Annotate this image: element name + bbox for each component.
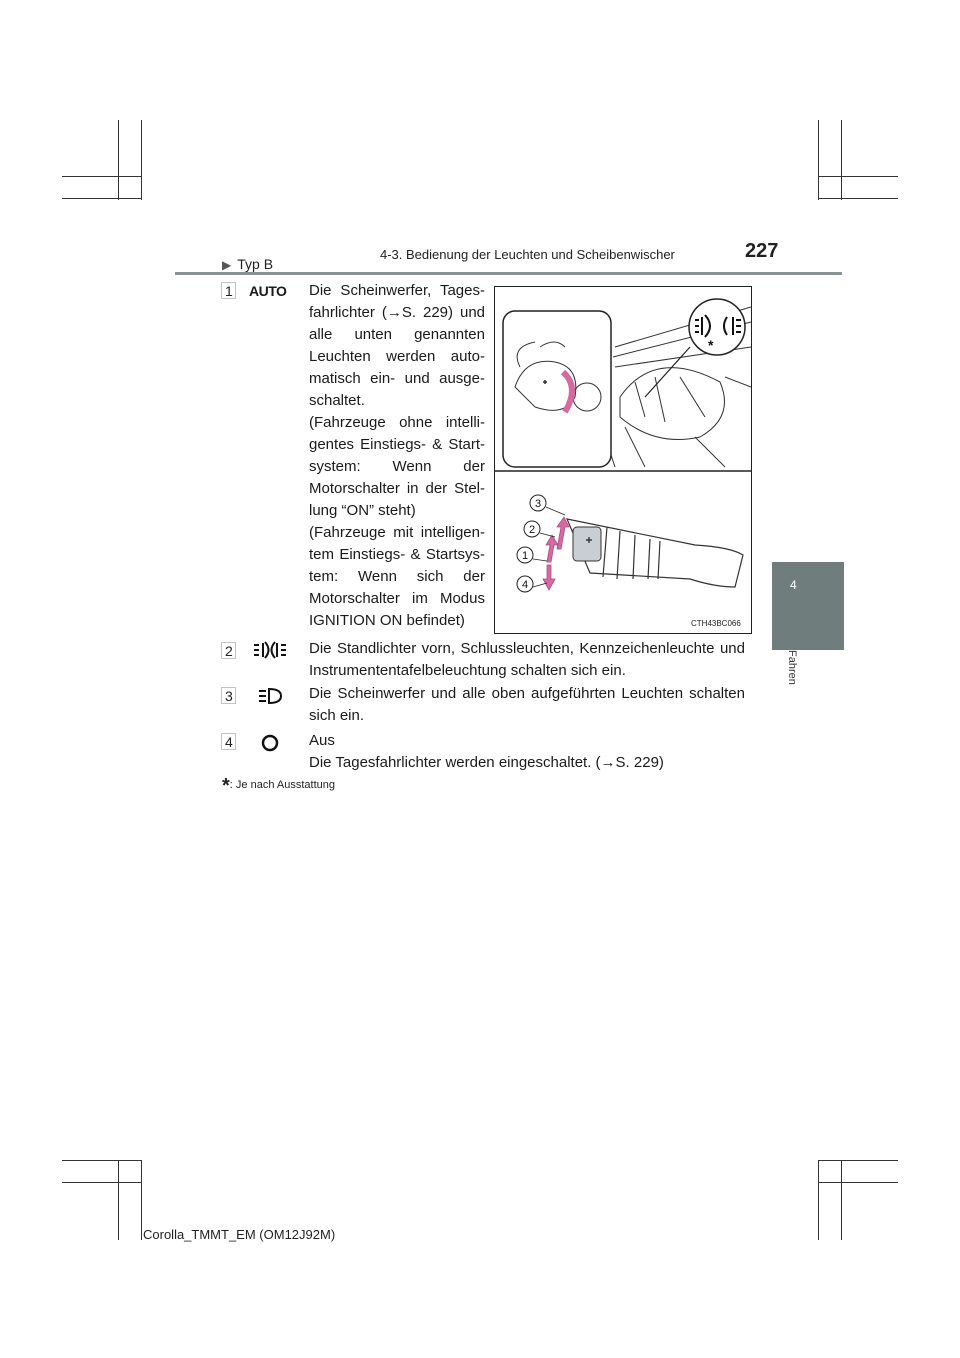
figure-callout-1: 1	[521, 550, 529, 562]
footnote	[222, 775, 335, 798]
item-4-line-1: Aus	[309, 732, 335, 749]
item-2-line-2: Instrumententafelbeleuchtung schalten sich ein.	[309, 662, 626, 679]
chapter-name: Fahren	[786, 650, 798, 685]
item-1-line: (Fahrzeuge mit intelligen-	[309, 524, 485, 541]
item-1-line: fahrlichter (→S. 229) und	[309, 304, 485, 321]
header-divider	[175, 272, 842, 275]
item-number-3	[223, 688, 237, 704]
footnote-asterisk: *	[222, 775, 230, 797]
item-1-line: matisch ein- und ausge-	[309, 370, 485, 387]
item-1-line: tem Einstiegs- & Startsys-	[309, 546, 485, 563]
footer-model-code: Corolla_TMMT_EM (OM12J92M)	[143, 1227, 336, 1242]
item-1-line: Motorschalter im Modus	[309, 590, 485, 607]
triangle-bullet-icon: ▶	[222, 258, 232, 272]
item-1-line: Motorschalter in der Stel-	[309, 480, 485, 497]
item-1-line: gentes Einstiegs- & Start-	[309, 436, 485, 453]
item-1-line: tem: Wenn sich der	[309, 568, 485, 585]
item-2-description	[309, 638, 745, 682]
item-1-line: alle unten genannten	[309, 326, 485, 343]
item-number-4-text: 4	[225, 734, 233, 750]
auto-text-icon: AUTO	[249, 283, 287, 299]
figure-callout-2: 2	[528, 524, 536, 536]
item-1-line: lung “ON” steht)	[309, 502, 416, 519]
figure-asterisk: *	[708, 337, 714, 353]
section-title: 4-3. Bedienung der Leuchten und Scheibenwischer	[380, 247, 675, 262]
item-1-description	[309, 280, 485, 632]
item-1-line: Die Scheinwerfer, Tages-	[309, 282, 485, 299]
parking-lights-icon	[252, 640, 288, 665]
item-number-3-text: 3	[225, 688, 233, 704]
chapter-name-container	[780, 650, 810, 700]
item-4-line-2: Die Tagesfahrlichter werden eingeschaltet. (→S. 229)	[309, 754, 664, 771]
item-4-description	[309, 730, 745, 774]
item-number-2	[223, 643, 237, 659]
figure-callout-4: 4	[521, 579, 529, 591]
item-1-line: schaltet.	[309, 392, 365, 409]
figure-callout-3: 3	[534, 498, 542, 510]
item-number-1-text: 1	[225, 283, 233, 299]
figure-code: CTH43BC066	[691, 619, 741, 628]
off-circle-icon	[260, 733, 280, 758]
item-number-1	[223, 283, 237, 299]
item-number-4	[223, 734, 237, 750]
headlight-switch-figure	[494, 286, 752, 634]
chapter-tab	[772, 562, 844, 650]
footnote-text: : Je nach Ausstattung	[229, 779, 335, 791]
variant-label	[222, 256, 273, 272]
item-1-line: IGNITION ON befindet)	[309, 612, 465, 629]
page-number: 227	[745, 240, 779, 262]
item-3-description	[309, 683, 745, 727]
item-3-line-2: sich ein.	[309, 707, 365, 724]
item-2-line-1: Die Standlichter vorn, Schlussleuchten, Kennzeichenleuchte und	[309, 640, 745, 657]
headlight-icon	[257, 686, 283, 711]
chapter-number: 4	[790, 578, 797, 592]
item-3-line-1: Die Scheinwerfer und alle oben aufgeführten Leuchten schalten	[309, 685, 745, 702]
item-1-line: (Fahrzeuge ohne intelli-	[309, 414, 485, 431]
item-number-2-text: 2	[225, 643, 233, 659]
item-1-line: Leuchten werden auto-	[309, 348, 485, 365]
variant-label-text: Typ B	[237, 256, 274, 272]
item-1-line: system: Wenn der	[309, 458, 485, 475]
